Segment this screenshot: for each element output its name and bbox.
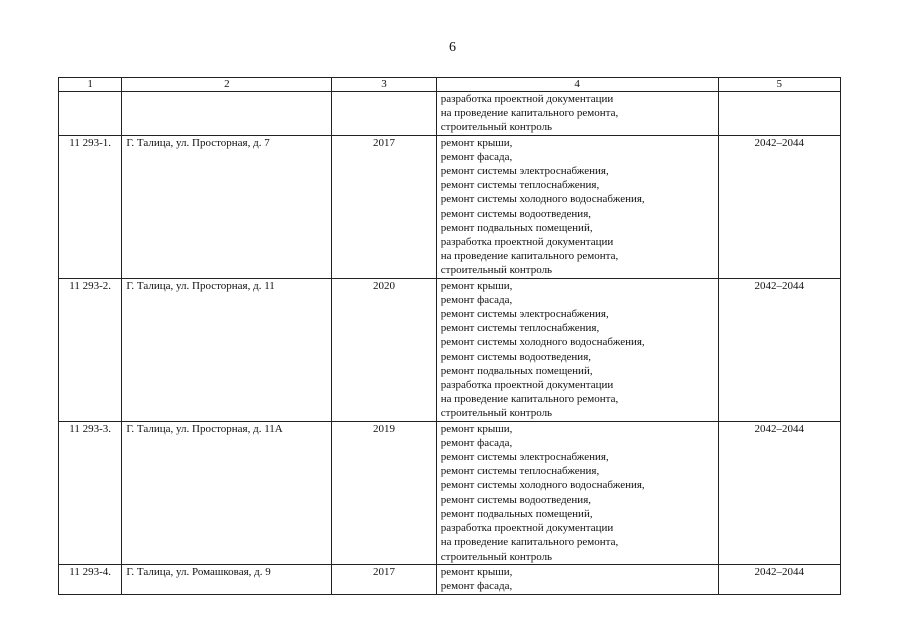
column-number: 1 [59, 78, 122, 92]
period-cell: 2042–2044 [718, 564, 840, 594]
period-cell [718, 92, 840, 136]
work-item: ремонт системы теплоснабжения, [440, 179, 600, 192]
table-row [59, 278, 841, 421]
work-item: разработка проектной документации [440, 93, 614, 105]
work-item: ремонт фасада, [440, 293, 513, 306]
column-number: 2 [122, 78, 332, 92]
period-cell: 2042–2044 [718, 278, 840, 421]
period-cell: 2042–2044 [718, 421, 840, 564]
table-row [59, 135, 841, 278]
work-item: ремонт подвальных помещений, [440, 221, 593, 234]
year-cell: 2020 [332, 278, 436, 421]
work-item: разработка проектной документации [440, 379, 614, 392]
works-cell [436, 421, 718, 564]
year-cell [332, 92, 436, 136]
page-number: 6 [449, 40, 456, 55]
work-item: ремонт системы теплоснабжения, [440, 465, 600, 478]
year-cell: 2017 [332, 564, 436, 594]
work-item: ремонт системы электроснабжения, [440, 451, 609, 464]
address-cell: Г. Талица, ул. Просторная, д. 11 [122, 278, 332, 421]
work-item: ремонт системы холодного водоснабжения, [440, 479, 645, 492]
work-item: строительный контроль [440, 407, 553, 420]
work-item: строительный контроль [440, 264, 553, 277]
address-cell: Г. Талица, ул. Просторная, д. 7 [122, 135, 332, 278]
work-item: ремонт фасада, [440, 579, 513, 592]
work-item: ремонт крыши, [440, 136, 513, 149]
works-cell [436, 92, 718, 136]
column-numbers-row [59, 78, 841, 92]
table-row [59, 421, 841, 564]
address-cell: Г. Талица, ул. Просторная, д. 11А [122, 421, 332, 564]
work-item: строительный контроль [440, 550, 553, 563]
address-cell: Г. Талица, ул. Ромашковая, д. 9 [122, 564, 332, 594]
number-cell: 11 293-1. [59, 135, 122, 278]
works-cell [436, 564, 718, 594]
address-cell [122, 92, 332, 136]
work-item: ремонт системы водоотведения, [440, 207, 591, 220]
work-item: на проведение капитального ремонта, [440, 107, 619, 120]
work-item: на проведение капитального ремонта, [440, 536, 619, 549]
repair-schedule-table [58, 77, 841, 595]
work-item: ремонт крыши, [440, 422, 513, 435]
number-cell: 11 293-2. [59, 278, 122, 421]
work-item: ремонт фасада, [440, 436, 513, 449]
work-item: ремонт крыши, [440, 279, 513, 292]
period-cell: 2042–2044 [718, 135, 840, 278]
works-cell [436, 278, 718, 421]
table-row [59, 564, 841, 594]
column-number: 4 [436, 78, 718, 92]
number-cell: 11 293-3. [59, 421, 122, 564]
work-item: ремонт фасада, [440, 150, 513, 163]
number-cell: 11 293-4. [59, 564, 122, 594]
work-item: ремонт системы электроснабжения, [440, 308, 609, 321]
work-item: на проведение капитального ремонта, [440, 250, 619, 263]
column-number: 5 [718, 78, 840, 92]
work-item: ремонт системы теплоснабжения, [440, 322, 600, 335]
continuation-row [59, 92, 841, 136]
year-cell: 2017 [332, 135, 436, 278]
work-item: разработка проектной документации [440, 522, 614, 535]
work-item: ремонт системы холодного водоснабжения, [440, 193, 645, 206]
work-item: ремонт крыши, [440, 565, 513, 578]
number-cell [59, 92, 122, 136]
work-item: ремонт системы водоотведения, [440, 350, 591, 363]
work-item: ремонт подвальных помещений, [440, 364, 593, 377]
work-item: на проведение капитального ремонта, [440, 393, 619, 406]
works-cell [436, 135, 718, 278]
work-item: ремонт подвальных помещений, [440, 507, 593, 520]
work-item: строительный контроль [440, 121, 553, 134]
work-item: ремонт системы холодного водоснабжения, [440, 336, 645, 349]
column-number: 3 [332, 78, 436, 92]
work-item: ремонт системы электроснабжения, [440, 165, 609, 178]
year-cell: 2019 [332, 421, 436, 564]
work-item: разработка проектной документации [440, 236, 614, 249]
work-item: ремонт системы водоотведения, [440, 493, 591, 506]
